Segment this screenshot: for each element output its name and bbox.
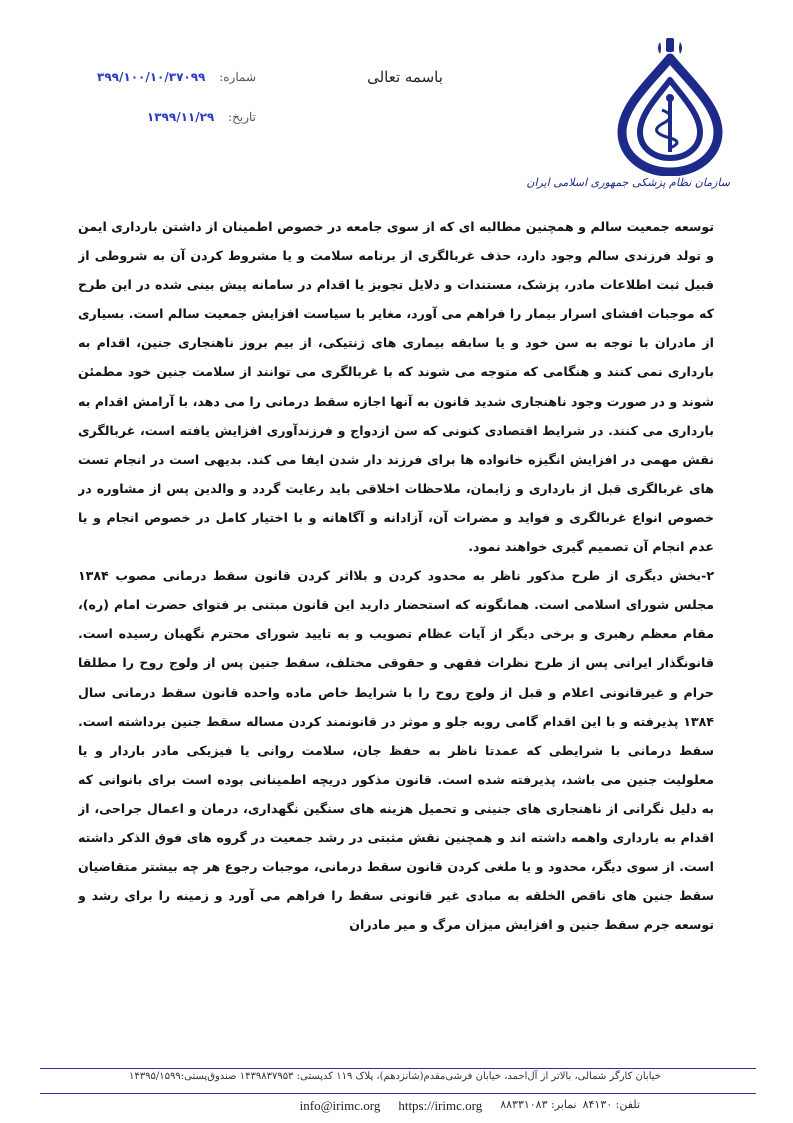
footer-fax: نمابر: ۸۸۳۳۱۰۸۳ xyxy=(500,1098,577,1111)
footer-phone-fax xyxy=(500,1098,640,1114)
organization-name: سازمان نظام پزشکی جمهوری اسلامی ایران xyxy=(526,176,730,189)
footer-phone: تلفن: ۸۴۱۳۰ xyxy=(582,1098,640,1111)
medical-council-logo xyxy=(526,36,730,196)
body-paragraph-1: توسعه جمعیت سالم و همچنین مطالبه ای که از سوی جامعه در خصوص اطمینان از داشتن بارداری ایمن و تولد فرزندی سالم وجود دارد، حذف غربالگری از برنامه سلامت و یا مشروط کردن آن به شروطی از قبیل ثبت اطلاعات مادر، پزشک، مستندات و دلایل تجویز یا اقدام در سامانه پیش بینی شده در این طرح که موجبات افشای اسرار بیمار را فراهم می آورد، مغایر با سیاست افزایش جمعیت سالم است. بسیاری از مادران با توجه به سن خود و یا سابقه بیماری های ژنتیکی، از بیم بروز ناهنجاری جنین، اقدام به بارداری نمی کنند و هنگامی که متوجه می شوند که با غربالگری می توانند از سلامت جنین خود مطمئن شوند و در صورت وجود ناهنجاری شدید قانون به آنها اجازه سقط درمانی را می دهد، با آرامش اقدام به بارداری می کنند. در شرایط اقتصادی کنونی که سن ازدواج و فرزندآوری افزایش یافته است، غربالگری نقش مهمی در افزایش انگیزه خانواده ها برای فرزند دار شدن ایفا می کند. بدیهی است در انجام تست های غربالگری قبل از بارداری و زایمان، ملاحظات اخلاقی باید رعایت گردد و والدین پس از مشاوره در خصوص انواع غربالگری و فواید و مضرات آن، آزادانه و آگاهانه و با اختیار کامل در خصوص انجام و یا عدم انجام آن تصمیم گیری خواهند نمود. xyxy=(78,219,714,555)
body-paragraph-2: ۲-بخش دیگری از طرح مذکور ناظر به محدود کردن و بلااثر کردن قانون سقط درمانی مصوب ۱۳۸۴ مجلس شورای اسلامی است. همانگونه که استحضار دارید این قانون مبتنی بر فتوای حضرت امام (ره)، مقام معظم رهبری و برخی دیگر از آیات عظام تصویب و به تایید شورای محترم نگهبان رسیده است. قانونگذار ایرانی پس از طرح نظرات فقهی و حقوقی مختلف، سقط جنین پس از ولوج روح را مطلقا حرام و غیرقانونی اعلام و قبل از ولوج روح را با شرایط خاص ماده واحده قانون سقط درمانی سال ۱۳۸۴ پذیرفته و با این اقدام گامی روبه جلو و موثر در قانونمند کردن مساله سقط جنین برداشته است. سقط درمانی با شرایطی که عمدتا ناظر به حفظ جان، سلامت روانی یا فیزیکی مادر باردار و یا معلولیت جنین می باشد، پذیرفته شده است. قانون مذکور دریچه اطمینانی بوده است برای بانوانی که به دلیل نگرانی از ناهنجاری های جنینی و تحمیل هزینه های سنگین نگهداری، درمان و اعمال جراحی، از اقدام به بارداری واهمه داشته اند و همچنین نقش مثبتی در رشد جمعیت در گروه های فوق الذکر داشته است. از سوی دیگر، محدود و یا ملغی کردن قانون سقط درمانی، موجبات رجوع هر چه بیشتر متقاضیان سقط جنین های ناقص الخلقه به مبادی غیر قانونی سقط را فراهم می آورد و زمینه را برای رشد و توسعه جرم سقط جنین و افزایش میزان مرگ و میر مادران xyxy=(78,568,714,933)
letter-number-row xyxy=(97,70,256,84)
footer-website-link[interactable]: https://irimc.org xyxy=(398,1098,483,1113)
letter-number-value: ۳۹۹/۱۰۰/۱۰/۳۷۰۹۹ xyxy=(97,70,206,84)
footer-divider-top xyxy=(40,1068,756,1069)
letter-date-value: ۱۳۹۹/۱۱/۲۹ xyxy=(146,110,215,124)
letter-body xyxy=(78,212,714,1022)
footer-address: خیابان کارگر شمالی، بالاتر از آل‌احمد، خیابان فرشی‌مقدم(شانزدهم)، پلاک ۱۱۹ کدپستی: ۱۴۳۹۸۳۷۹۵۳ صندوق‌پستی:۱۴۳۹۵/۱۵۹۹ xyxy=(129,1071,661,1082)
salutation-heading: باسمه تعالی xyxy=(367,68,443,86)
footer-divider-bottom xyxy=(40,1093,756,1094)
footer-contact-row xyxy=(180,1098,640,1114)
letter-number-label: شماره: xyxy=(219,70,256,84)
letter-date-label: تاریخ: xyxy=(228,110,256,124)
letter-date-row xyxy=(147,110,256,124)
footer-email-link[interactable]: info@irimc.org xyxy=(299,1098,381,1113)
logo-emblem-icon xyxy=(612,36,728,176)
